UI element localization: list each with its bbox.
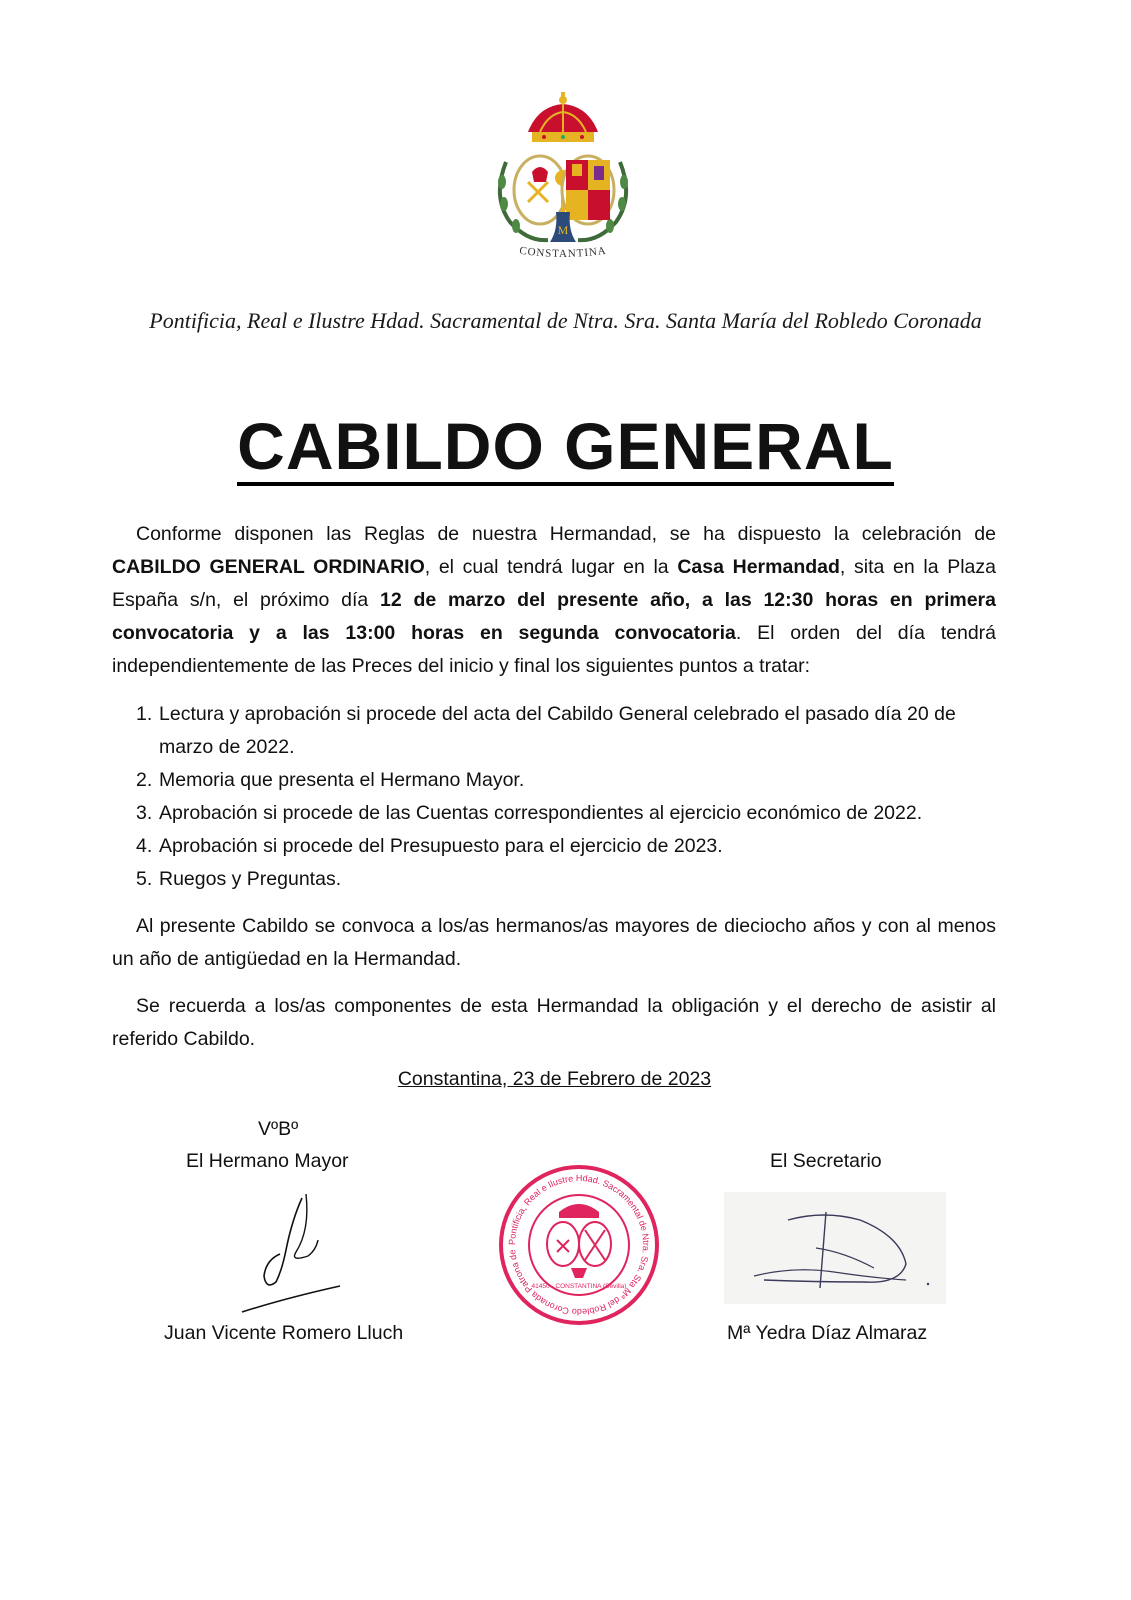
secretario-signature: [724, 1192, 946, 1304]
title-text: CABILDO GENERAL: [237, 410, 894, 486]
intro-text-4: . El orden del día tendrá independientemente de las Preces del inicio y final los siguientes puntos a tratar:: [112, 622, 997, 677]
hermano-mayor-signature: [236, 1190, 346, 1320]
convocation-paragraph: [112, 910, 996, 976]
seal-ring-text: Pontificia, Real e Ilustre Hdad. Sacramental de Ntra. Sra. Sta Mª del Robledo Coronada Patrona de: [506, 1172, 652, 1318]
list-item-number: 1.: [136, 703, 153, 725]
intro-paragraph: [112, 518, 996, 683]
intro-text-1: Conforme disponen las Reglas de nuestra Hermandad, se ha dispuesto la celebración de: [136, 523, 996, 545]
intro-bold-2: Casa Hermandad: [677, 556, 840, 578]
reminder-text: Se recuerda a los/as componentes de esta Hermandad la obligación y el derecho de asistir al referido Cabildo.: [112, 995, 996, 1050]
vobo-label: VºBº: [258, 1118, 299, 1140]
agenda-list: [136, 698, 996, 896]
list-item-text: Memoria que presenta el Hermano Mayor.: [159, 769, 525, 791]
list-item-number: 5.: [136, 868, 153, 890]
list-item: [136, 698, 996, 764]
svg-text:M: M: [557, 223, 569, 237]
intro-bold-3: 12 de marzo del presente año, a las 12:30 horas en primera convocatoria y a las 13:00 horas en segunda convocatoria: [112, 589, 996, 644]
document-title: [0, 408, 1131, 486]
list-item-text: Ruegos y Preguntas.: [159, 868, 342, 890]
convocation-text: Al presente Cabildo se convoca a los/as hermanos/as mayores de dieciocho años y con al menos un año de antigüedad en la Hermandad.: [112, 915, 996, 970]
hermano-mayor-name: Juan Vicente Romero Lluch: [164, 1322, 404, 1344]
intro-bold-1: CABILDO GENERAL ORDINARIO: [112, 556, 425, 578]
date-text: Constantina, 23 de Febrero de 2023: [397, 1068, 712, 1090]
brotherhood-crest: [488, 92, 638, 272]
svg-text:CONSTANTINA: [519, 245, 608, 260]
list-item-number: 2.: [136, 769, 153, 791]
list-item-text: Lectura y aprobación si procede del acta del Cabildo General celebrado el pasado día 20 de marzo de 2022.: [159, 703, 956, 758]
intro-text-3: , sita en la Plaza España s/n, el próximo día: [112, 556, 996, 611]
brotherhood-seal: [497, 1160, 661, 1330]
date-line: [0, 1068, 1109, 1091]
intro-text-2: , el cual tendrá lugar en la: [424, 556, 678, 578]
list-item-number: 3.: [136, 802, 153, 824]
list-item-text: Aprobación si procede de las Cuentas correspondientes al ejercicio económico de 2022.: [159, 802, 923, 824]
seal-inner-text: 41450 - CONSTANTINA (Sevilla): [531, 1283, 627, 1290]
list-item: [136, 830, 996, 863]
hermano-mayor-title: El Hermano Mayor: [186, 1150, 349, 1172]
crest-caption: CONSTANTINA: [518, 244, 608, 261]
crown-icon: [528, 92, 598, 142]
list-item-number: 4.: [136, 835, 153, 857]
reminder-paragraph: [112, 990, 996, 1056]
list-item: [136, 797, 996, 830]
list-item: [136, 764, 996, 797]
organization-name: Pontificia, Real e Ilustre Hdad. Sacramental de Ntra. Sra. Santa María del Robledo Coronada: [149, 308, 982, 333]
secretario-name: Mª Yedra Díaz Almaraz: [727, 1322, 928, 1344]
list-item: [136, 863, 996, 896]
list-item-text: Aprobación si procede del Presupuesto para el ejercicio de 2023.: [159, 835, 723, 857]
secretario-title: El Secretario: [770, 1150, 882, 1172]
